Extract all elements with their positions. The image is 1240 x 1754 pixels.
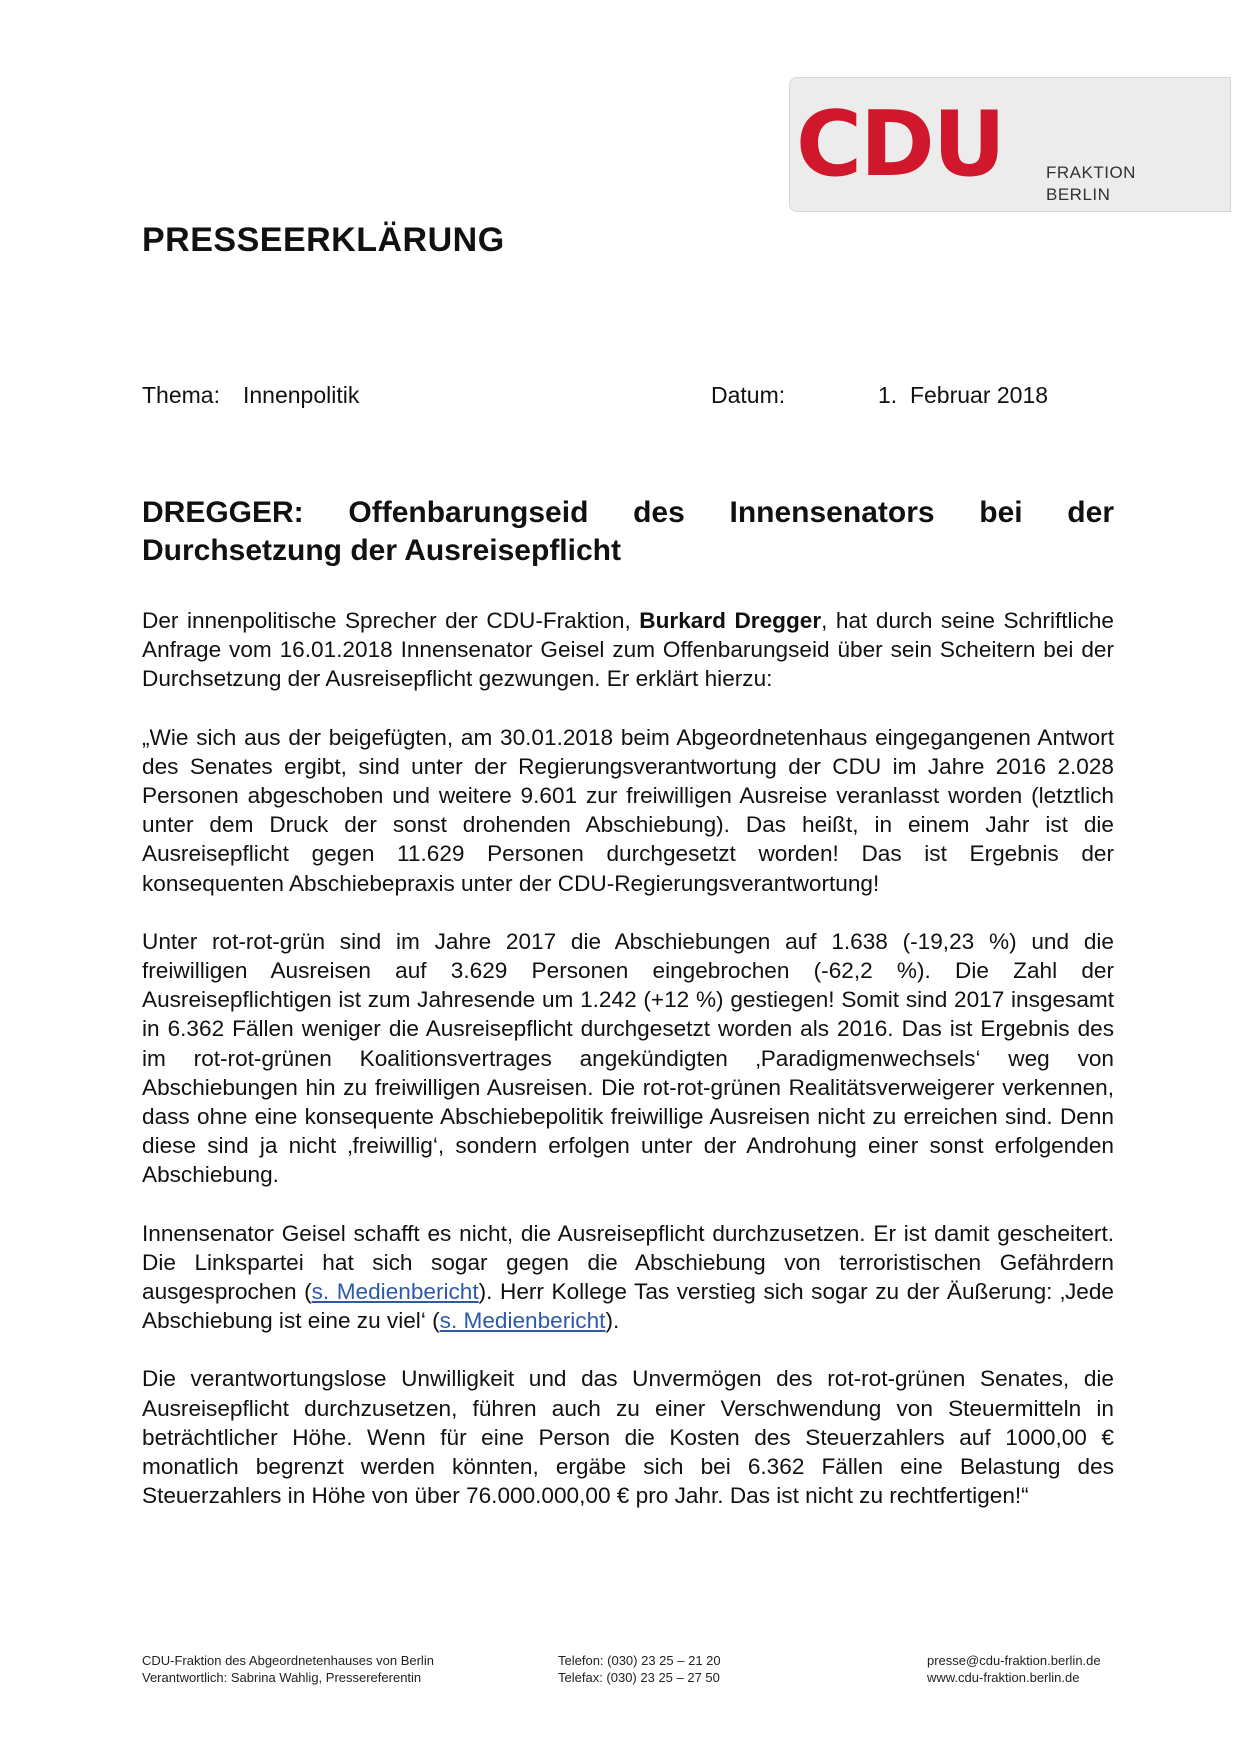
footer-organization bbox=[142, 1652, 434, 1686]
cdu-logo bbox=[789, 77, 1231, 212]
intro-paragraph bbox=[142, 606, 1114, 694]
logo-subtitle bbox=[1046, 162, 1136, 206]
footer-fax: Telefax: (030) 23 25 – 27 50 bbox=[558, 1670, 720, 1685]
footer-contact-phone bbox=[558, 1652, 721, 1686]
footer-phone: Telefon: (030) 23 25 – 21 20 bbox=[558, 1653, 721, 1668]
logo-wordmark: CDU bbox=[796, 92, 1004, 197]
quote-paragraph-2: Unter rot-rot-grün sind im Jahre 2017 die Abschiebungen auf 1.638 (-19,23 %) und die freiwilligen Ausreisen auf 3.629 Personen eingebrochen (-62,2 %). Die Zahl der Ausreisepflichtigen ist zum Jahresende um 1.242 (+12 %) gestiegen! Somit sind 2017 insgesamt in 6.362 Fällen weniger die Ausreisepflicht durchgesetzt worden als 2016. Das ist Ergebnis des im rot-rot-grünen Koalitionsvertrages angekündigten ‚Paradigmenwechsels‘ weg von Abschiebungen hin zu freiwilligen Ausreisen. Die rot-rot-grünen Realitätsverweigerer verkennen, dass ohne eine konsequente Abschiebepolitik freiwillige Ausreisen nicht zu erreichen sind. Denn diese sind ja nicht ‚freiwillig‘, sondern erfolgen unter der Androhung einer sonst erfolgenden Abschiebung. bbox=[142, 928, 1114, 1188]
footer-contact-online bbox=[927, 1652, 1101, 1686]
press-headline bbox=[142, 494, 1114, 570]
datum-label: Datum: bbox=[711, 382, 786, 408]
footer-org-name: CDU-Fraktion des Abgeordnetenhauses von Berlin bbox=[142, 1653, 434, 1668]
document-title: PRESSEERKLÄRUNG bbox=[142, 221, 505, 259]
headline-line-2: Durchsetzung der Ausreisepflicht bbox=[142, 534, 621, 567]
para3-text-3: ). bbox=[605, 1308, 620, 1334]
speaker-name: Burkard Dregger bbox=[639, 608, 822, 633]
quote-paragraph-4: Die verantwortungslose Unwilligkeit und das Unvermögen des rot-rot-grünen Senates, die Ausreisepflicht durchzusetzen, führen auch zu einer Verschwendung von Steuermitteln in beträchtlicher Höhe. Wenn für eine Person die Kosten des Steuerzahlers auf 1000,00 € monatlich begrenzt werden könnten, ergäbe sich bei 6.362 Fällen eine Belastung des Steuerzahlers in Höhe von über 76.000.000,00 € pro Jahr. Das ist nicht zu rechtfertigen!“ bbox=[142, 1366, 1114, 1509]
press-body bbox=[142, 606, 1114, 1539]
media-report-link-2[interactable]: s. Medienbericht bbox=[439, 1308, 606, 1334]
logo-line-fraktion: FRAKTION bbox=[1046, 163, 1136, 182]
headline-line-1: DREGGER: Offenbarungseid des Innensenators bei der bbox=[142, 496, 1114, 529]
quote-paragraph-1: „Wie sich aus der beigefügten, am 30.01.2018 beim Abgeordnetenhaus eingegangenen Antwort des Senates ergibt, sind unter der Regierungsverantwortung der CDU im Jahre 2016 2.028 Personen abgeschoben und weitere 9.601 zur freiwilligen Ausreise veranlasst worden (letztlich unter dem Druck der sonst drohenden Abschiebung). Das heißt, in einem Jahr ist die Ausreisepflicht gegen 11.629 Personen durchgesetzt worden! Das ist Ergebnis der konsequenten Abschiebepraxis unter der CDU-Regierungsverantwortung! bbox=[142, 724, 1114, 896]
intro-text-after: , hat durch seine Schriftliche Anfrage vom 16.01.2018 Innensenator Geisel zum Offenbarungseid über sein Scheitern bei der Durchsetzung der Ausreisepflicht gezwungen. Er erklärt hierzu: bbox=[142, 608, 1114, 692]
footer-website: www.cdu-fraktion.berlin.de bbox=[927, 1670, 1080, 1685]
para3-text-2: ). Herr Kollege Tas verstieg sich sogar zu der Äußerung: ‚Jede Abschiebung ist eine zu viel‘ ( bbox=[142, 1279, 1114, 1334]
footer-responsible: Verantwortlich: Sabrina Wahlig, Pressereferentin bbox=[142, 1670, 422, 1685]
intro-text-before: Der innenpolitische Sprecher der CDU-Fraktion, bbox=[142, 608, 640, 633]
para3-text-1: Innensenator Geisel schafft es nicht, die Ausreisepflicht durchzusetzen. Er ist damit gescheitert. Die Linkspartei hat sich sogar gegen die Abschiebung von terroristischen Gefährdern ausgesprochen ( bbox=[142, 1220, 1114, 1305]
thema-label: Thema: bbox=[142, 382, 220, 408]
datum-value: 1. Februar 2018 bbox=[878, 382, 1049, 408]
quote-paragraph-3 bbox=[142, 1219, 1114, 1336]
thema-value: Innenpolitik bbox=[243, 382, 360, 408]
footer-email: presse@cdu-fraktion.berlin.de bbox=[927, 1653, 1101, 1668]
logo-line-berlin: BERLIN bbox=[1046, 185, 1111, 204]
media-report-link-1[interactable]: s. Medienbericht bbox=[311, 1279, 479, 1305]
